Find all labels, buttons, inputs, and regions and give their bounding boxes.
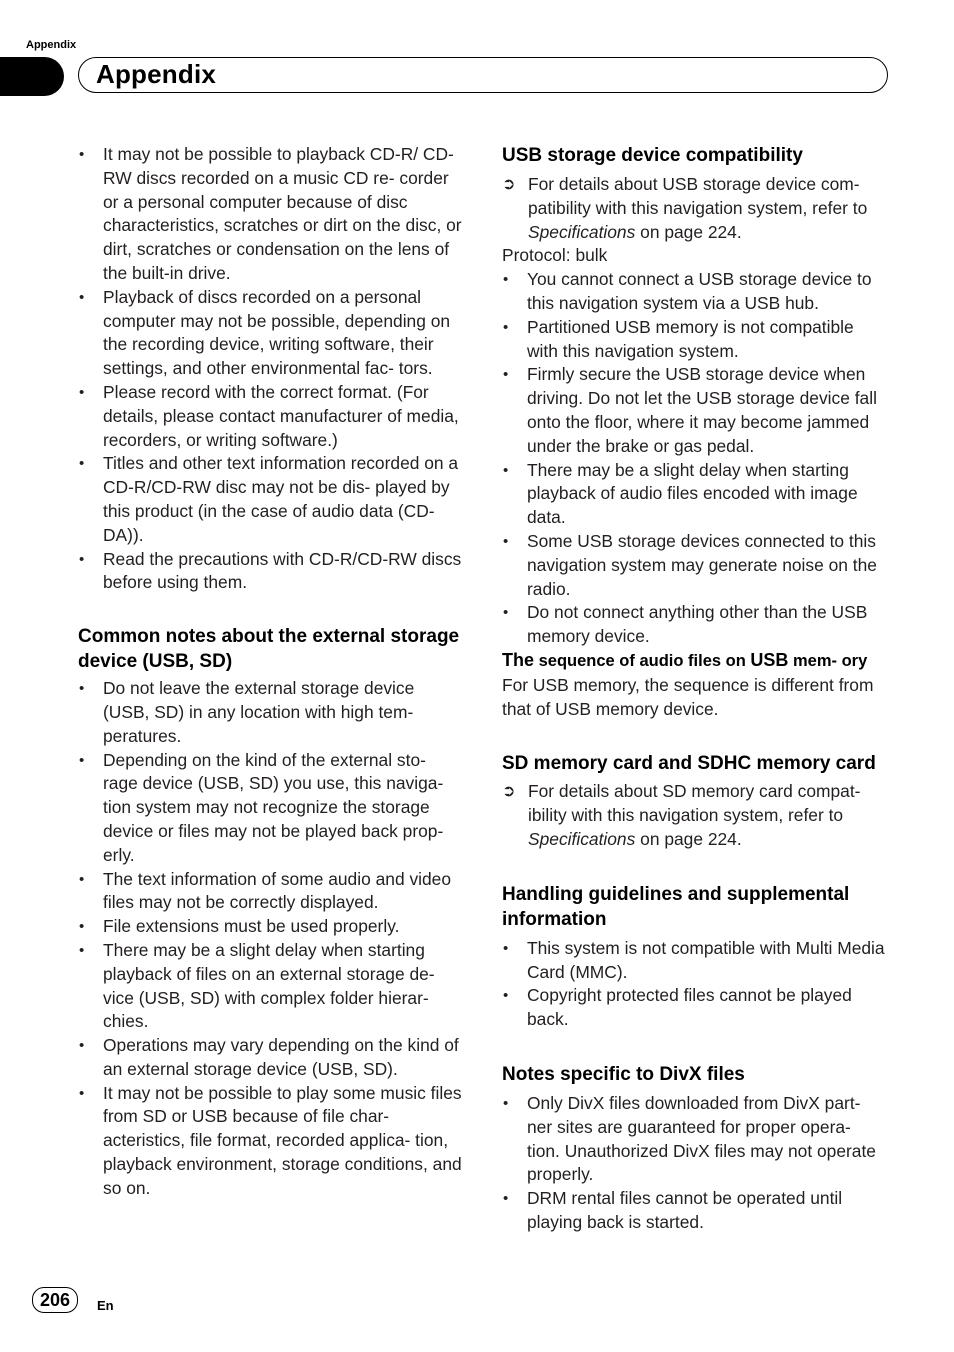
right-column (502, 143, 888, 1235)
list-item: • There may be a slight delay when starting playback of files on an external storage de- vice (USB, SD) with complex folder hierar- chies. (79, 939, 435, 1032)
list-item: • Do not connect anything other than the USB memory device. (503, 602, 868, 647)
bullet-icon: • (79, 550, 85, 568)
bullet-icon: • (503, 1094, 509, 1112)
list-item: • Partitioned USB memory is not compatible with this navigation system. (503, 316, 854, 361)
list-item: • Copyright protected files cannot be played back. (503, 985, 852, 1030)
bullet-icon: • (79, 455, 85, 473)
list-item: • Do not leave the external storage device (USB, SD) in any location with high tem- peratures. (79, 678, 415, 746)
list-item: • DRM rental files cannot be operated until playing back is started. (503, 1188, 843, 1232)
protocol-text: Protocol: bulk (502, 245, 608, 266)
running-head: Appendix (26, 39, 77, 51)
list-item: • Some USB storage devices connected to this navigation system may generate noise on the radio. (503, 530, 877, 599)
arrow-icon: ➲ (502, 176, 516, 193)
bullet-icon: • (503, 939, 509, 957)
bullet-icon: • (79, 680, 85, 698)
arrow-icon: ➲ (502, 783, 516, 801)
list-item: • Titles and other text information recorded on a CD-R/CD-RW disc may not be dis- played by this product (in the case of audio data (CD-DA)). (79, 453, 459, 545)
sd-card-heading: SD memory card and SDHC memory card (502, 753, 876, 775)
list-item: • It may not be possible to play some music files from SD or USB because of file char- acteristics, file format, recorded applica- tion, playback environment, storage conditions, and so on. (79, 1082, 462, 1198)
common-notes-heading: Common notes about the external storage device (USB, SD) (78, 626, 460, 673)
bullet-icon: • (503, 604, 509, 622)
intro-bullet-list (78, 143, 464, 595)
list-item: • This system is not compatible with Multi Media Card (MMC). (503, 937, 885, 982)
bullet-icon: • (79, 751, 85, 769)
list-item: • Read the precautions with CD-R/CD-RW discs before using them. (79, 548, 462, 593)
bullet-icon: • (79, 146, 85, 163)
bullet-icon: • (79, 1037, 85, 1055)
list-item: • You cannot connect a USB storage device to this navigation system via a USB hub. (503, 269, 872, 313)
divx-heading: Notes specific to DivX files (502, 1063, 745, 1085)
bullet-icon: • (503, 318, 509, 336)
usb-spec-reference: ➲ For details about USB storage device com- patibility with this navigation system, refer to Specifications on page 224. (502, 174, 868, 242)
list-item: • There may be a slight delay when starting playback of audio files encoded with image data. (503, 459, 858, 528)
common-notes-list (78, 677, 464, 1201)
left-column (78, 143, 464, 1201)
specifications-link[interactable]: Specifications (528, 828, 636, 849)
sequence-text: For USB memory, the sequence is different from that of USB memory device. (502, 674, 874, 719)
handling-bullet-list (502, 937, 888, 1032)
list-item: • Please record with the correct format. (For details, please contact manufacturer of media, recorders, or writing software.) (79, 381, 459, 450)
bullet-icon: • (503, 532, 509, 550)
list-item: • The text information of some audio and video files may not be correctly displayed. (79, 868, 452, 913)
sd-spec-reference: ➲ For details about SD memory card compat- ibility with this navigation system, refer to Specifications on page 224. (502, 781, 861, 849)
bullet-icon: • (79, 941, 85, 959)
bullet-icon: • (79, 383, 85, 401)
usb-compatibility-heading: USB storage device compatibility (502, 145, 803, 166)
list-item: • Playback of discs recorded on a personal computer may not be possible, depending on the recording device, writing software, their settings, and other environmental fac- tors. (79, 286, 451, 379)
list-item: • It may not be possible to playback CD-R/ CD-RW discs recorded on a music CD re- corder or a personal computer because of disc characteristics, scratches or dirt on the disc, or dirt, scratches or condensation on the lens of the built-in drive. (79, 144, 462, 283)
section-title: Appendix (96, 59, 217, 89)
handling-heading: Handling guidelines and supplemental information (502, 883, 850, 930)
list-item: • File extensions must be used properly. (78, 915, 464, 939)
list-item: • Depending on the kind of the external sto- rage device (USB, SD) you use, this naviga- tion system may not recognize the storage device or files may not be played back prop- erly. (79, 749, 444, 865)
bullet-icon: • (503, 987, 509, 1005)
sequence-subheading: The sequence of audio files on USB mem- ory (502, 649, 868, 670)
bullet-icon: • (79, 870, 85, 888)
specifications-link[interactable]: Specifications (528, 221, 636, 242)
bullet-icon: • (79, 1084, 85, 1102)
bullet-icon: • (503, 366, 509, 384)
list-item: • Firmly secure the USB storage device when driving. Do not let the USB storage device fall onto the floor, where it may become jammed under the brake or gas pedal. (503, 364, 877, 456)
page-number: 206 (32, 1287, 78, 1313)
bullet-icon: • (79, 288, 85, 306)
usb-bullet-list (502, 268, 888, 649)
divx-bullet-list (502, 1092, 888, 1235)
bullet-icon: • (503, 461, 509, 479)
section-tab (0, 57, 64, 96)
language-label: En (97, 1298, 114, 1313)
list-item: • Only DivX files downloaded from DivX part- ner sites are guaranteed for proper opera- tion. Unauthorized DivX files may not operate properly. (503, 1092, 876, 1185)
bullet-icon: • (503, 1190, 509, 1208)
bullet-icon: • (503, 271, 509, 289)
list-item: • Operations may vary depending on the kind of an external storage device (USB, SD). (79, 1035, 459, 1079)
bullet-icon: • (79, 918, 85, 936)
